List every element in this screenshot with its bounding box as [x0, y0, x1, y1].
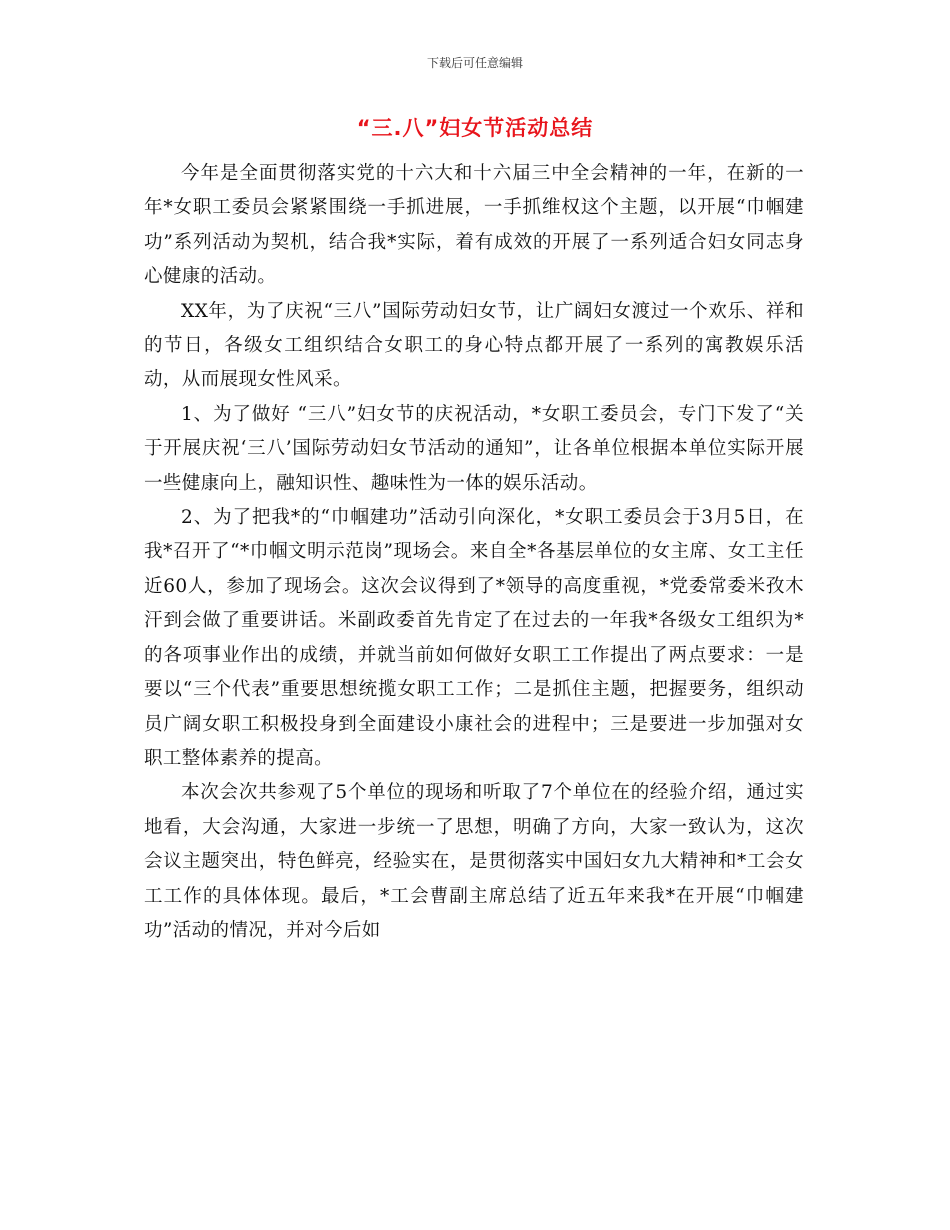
document-title: “三.八”妇女节活动总结: [356, 116, 594, 140]
paragraph-intro: 今年是全面贯彻落实党的十六大和十六届三中全会精神的一年，在新的一年*女职工委员会紧紧围绕一手抓进展，一手抓维权这个主题，以开展“巾帼建功”系列活动为契机，结合我*实际，着有成效的开展了一系列适合妇女同志身心健康的活动。: [144, 163, 804, 288]
paragraph-item-1: 1、为了做好 “三八”妇女节的庆祝活动，*女职工委员会，专门下发了“关于开展庆祝‘三八’国际劳动妇女节活动的通知”，让各单位根据本单位实际开展一些健康向上，融知识性、趣味性为一体的娱乐活动。: [144, 403, 804, 494]
document-body: [144, 157, 804, 948]
header-note: 下载后可任意编辑: [426, 56, 523, 70]
paragraph-item-2: 2、为了把我*的“巾帼建功”活动引向深化，*女职工委员会于3月5日，在我*召开了“*巾帼文明示范岗”现场会。来自全*各基层单位的女主席、女工主任近60人，参加了现场会。这次会议得到了*领导的高度重视，*党委常委米孜木汗到会做了重要讲话。米副政委首先肯定了在过去的一年我*各级女工组织为*的各项事业作出的成绩，并就当前如何做好女职工工作提出了两点要求：一是要以“三个代表”重要思想统揽女职工工作；二是抓住主题，把握要务，组织动员广阔女职工积极投身到全面建设小康社会的进程中；三是要进一步加强对女职工整体素养的提高。: [144, 507, 804, 769]
paragraph-meeting-summary: 本次会次共参观了5个单位的现场和听取了7个单位在的经验介绍，通过实地看，大会沟通，大家进一步统一了思想，明确了方向，大家一致认为，这次会议主题突出，特色鲜亮，经验实在，是贯彻落实中国妇女九大精神和*工会女工工作的具体体现。最后，*工会曹副主席总结了近五年来我*在开展“巾帼建功”活动的情况，并对今后如: [144, 782, 804, 941]
paragraph-celebration: XX年，为了庆祝“三八”国际劳动妇女节，让广阔妇女渡过一个欢乐、祥和的节日，各级女工组织结合女职工的身心特点都开展了一系列的寓教娱乐活动，从而展现女性风采。: [144, 300, 804, 391]
